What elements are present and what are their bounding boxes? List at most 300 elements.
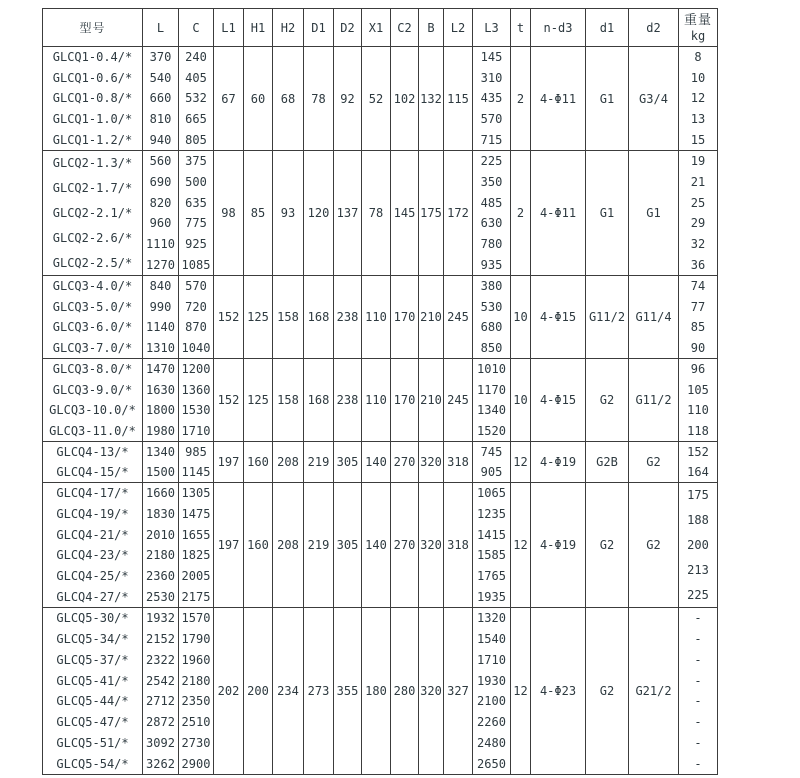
cell-line: GLCQ5-54/* bbox=[56, 756, 129, 771]
cell-line: 132 bbox=[420, 91, 442, 106]
cell-line: 19 bbox=[690, 154, 706, 169]
cell-line: 234 bbox=[277, 684, 299, 698]
cell-line: 105 bbox=[687, 382, 709, 397]
cell-X1 bbox=[362, 151, 391, 276]
cell-line: 168 bbox=[307, 310, 330, 324]
cell-line: 4-Φ11 bbox=[539, 206, 577, 220]
cell-H1 bbox=[244, 47, 273, 151]
cell-line: 273 bbox=[307, 684, 330, 698]
cell-line: GLCQ1-1.2/* bbox=[52, 132, 133, 147]
cell-line: 4-Φ19 bbox=[539, 455, 577, 469]
col-header-D1: D1 bbox=[304, 9, 334, 47]
cell-line: 1360 bbox=[181, 382, 211, 397]
cell-line: GLCQ5-51/* bbox=[56, 735, 129, 750]
cell-line: 1800 bbox=[146, 403, 175, 418]
cell-line: 2360 bbox=[146, 568, 175, 583]
cell-L1 bbox=[214, 483, 244, 608]
cell-line: 1540 bbox=[477, 632, 506, 647]
spec-table-container bbox=[42, 8, 718, 775]
cell-line: 665 bbox=[185, 112, 207, 127]
cell-line: 355 bbox=[336, 684, 359, 698]
cell-line: 52 bbox=[368, 91, 384, 106]
cell-line: GLCQ3-8.0/* bbox=[52, 362, 133, 377]
col-header-d2: d2 bbox=[629, 9, 679, 47]
cell-line: 197 bbox=[217, 538, 240, 552]
cell-line: 1500 bbox=[146, 465, 175, 479]
cell-B bbox=[419, 276, 444, 359]
cell-nd3 bbox=[531, 47, 586, 151]
cell-line: 1520 bbox=[477, 423, 506, 438]
cell-line: 1630 bbox=[146, 382, 175, 397]
table-group-row bbox=[43, 151, 718, 276]
cell-H2 bbox=[273, 276, 304, 359]
cell-C bbox=[179, 359, 214, 442]
col-header-L2: L2 bbox=[444, 9, 473, 47]
cell-line: 152 bbox=[687, 445, 709, 459]
cell-line: GLCQ4-13/* bbox=[56, 445, 129, 459]
cell-line: 1660 bbox=[146, 486, 175, 501]
cell-line: GLCQ2-2.1/* bbox=[52, 205, 133, 220]
cell-line: GLCQ2-2.5/* bbox=[52, 255, 133, 270]
cell-line: G2B bbox=[596, 455, 618, 469]
cell-H2 bbox=[273, 47, 304, 151]
cell-line: 805 bbox=[185, 132, 207, 147]
cell-L bbox=[143, 608, 179, 775]
col-header-C: C bbox=[179, 9, 214, 47]
cell-D1 bbox=[304, 483, 334, 608]
cell-line: 140 bbox=[365, 455, 387, 469]
cell-line: 110 bbox=[365, 310, 387, 324]
cell-line: 137 bbox=[336, 206, 359, 220]
cell-model bbox=[43, 151, 143, 276]
cell-t bbox=[511, 608, 531, 775]
cell-line: - bbox=[694, 694, 702, 709]
cell-d1 bbox=[586, 359, 629, 442]
cell-line: G1 bbox=[599, 91, 615, 106]
cell-line: 175 bbox=[687, 488, 709, 503]
col-header-model: 型号 bbox=[43, 9, 143, 47]
cell-line: 2152 bbox=[146, 632, 175, 647]
cell-L2 bbox=[444, 483, 473, 608]
cell-line: 540 bbox=[149, 70, 172, 85]
cell-line: 145 bbox=[393, 206, 416, 220]
col-header-L: L bbox=[143, 9, 179, 47]
table-group-row bbox=[43, 276, 718, 359]
cell-line: GLCQ4-15/* bbox=[56, 465, 129, 479]
cell-model bbox=[43, 483, 143, 608]
cell-nd3 bbox=[531, 359, 586, 442]
cell-line: 375 bbox=[185, 154, 207, 169]
cell-line: 1585 bbox=[477, 548, 506, 563]
cell-D2 bbox=[334, 276, 362, 359]
cell-L3 bbox=[473, 359, 511, 442]
cell-line: GLCQ4-21/* bbox=[56, 527, 129, 542]
cell-line: 208 bbox=[277, 538, 299, 552]
cell-line: 2542 bbox=[146, 673, 175, 688]
cell-line: 1235 bbox=[477, 506, 506, 521]
cell-line: 905 bbox=[480, 465, 503, 479]
cell-B bbox=[419, 608, 444, 775]
cell-H1 bbox=[244, 608, 273, 775]
cell-line: 570 bbox=[185, 279, 207, 294]
cell-line: 4-Φ15 bbox=[539, 393, 577, 407]
cell-line: 12 bbox=[513, 455, 528, 469]
cell-line: 125 bbox=[247, 393, 269, 407]
cell-line: 560 bbox=[149, 154, 172, 169]
table-group-row bbox=[43, 359, 718, 442]
cell-line: 1270 bbox=[146, 257, 175, 272]
cell-C bbox=[179, 276, 214, 359]
cell-line: 77 bbox=[690, 299, 706, 314]
cell-t bbox=[511, 151, 531, 276]
col-header-H2: H2 bbox=[273, 9, 304, 47]
cell-line: 1065 bbox=[477, 486, 506, 501]
cell-L2 bbox=[444, 442, 473, 483]
cell-line: 840 bbox=[149, 279, 172, 294]
cell-line: 1830 bbox=[146, 506, 175, 521]
cell-line: 2260 bbox=[477, 715, 506, 730]
cell-line: 200 bbox=[687, 537, 709, 552]
cell-d1 bbox=[586, 276, 629, 359]
cell-line: 405 bbox=[185, 70, 207, 85]
cell-L1 bbox=[214, 276, 244, 359]
cell-line: 170 bbox=[393, 393, 416, 407]
cell-C2 bbox=[391, 483, 419, 608]
table-group-row bbox=[43, 608, 718, 775]
spec-table-body bbox=[43, 47, 718, 775]
cell-line: 1960 bbox=[181, 652, 211, 667]
cell-line: 219 bbox=[307, 538, 330, 552]
cell-L bbox=[143, 483, 179, 608]
cell-line: 12 bbox=[513, 538, 528, 552]
cell-L3 bbox=[473, 442, 511, 483]
cell-line: GLCQ5-37/* bbox=[56, 652, 129, 667]
cell-line: GLCQ4-19/* bbox=[56, 506, 129, 521]
cell-line: GLCQ3-5.0/* bbox=[52, 299, 133, 314]
cell-line: 1470 bbox=[146, 362, 175, 377]
cell-line: 810 bbox=[149, 112, 172, 127]
cell-L bbox=[143, 151, 179, 276]
cell-line: 13 bbox=[690, 112, 706, 127]
cell-X1 bbox=[362, 359, 391, 442]
cell-line: 270 bbox=[393, 538, 416, 552]
cell-line: 168 bbox=[307, 393, 330, 407]
cell-line: 225 bbox=[480, 154, 503, 169]
cell-d2 bbox=[629, 483, 679, 608]
cell-L bbox=[143, 47, 179, 151]
cell-line: 238 bbox=[336, 310, 359, 324]
cell-line: 245 bbox=[447, 310, 469, 324]
cell-line: 1710 bbox=[181, 423, 211, 438]
col-header-D2: D2 bbox=[334, 9, 362, 47]
cell-line: 93 bbox=[280, 206, 296, 220]
cell-line: - bbox=[694, 611, 702, 626]
cell-line: 4-Φ23 bbox=[539, 684, 577, 698]
cell-D2 bbox=[334, 359, 362, 442]
cell-H1 bbox=[244, 276, 273, 359]
col-header-B: B bbox=[419, 9, 444, 47]
cell-D2 bbox=[334, 442, 362, 483]
cell-line: GLCQ4-25/* bbox=[56, 568, 129, 583]
cell-line: G1 bbox=[599, 206, 615, 220]
cell-line: GLCQ2-2.6/* bbox=[52, 230, 133, 245]
cell-line: 120 bbox=[307, 206, 330, 220]
cell-line: 202 bbox=[217, 684, 240, 698]
cell-B bbox=[419, 151, 444, 276]
cell-model bbox=[43, 442, 143, 483]
cell-line: 280 bbox=[393, 684, 416, 698]
table-group-row bbox=[43, 442, 718, 483]
cell-line: 1010 bbox=[477, 362, 506, 377]
cell-line: GLCQ2-1.7/* bbox=[52, 181, 133, 196]
cell-weight bbox=[679, 359, 718, 442]
cell-line: 2872 bbox=[146, 715, 175, 730]
cell-line: GLCQ3-4.0/* bbox=[52, 279, 133, 294]
cell-line: GLCQ5-47/* bbox=[56, 715, 129, 730]
weight-unit-label: kg bbox=[690, 28, 706, 43]
cell-line: 1145 bbox=[181, 465, 211, 479]
cell-line: 175 bbox=[420, 206, 442, 220]
cell-d2 bbox=[629, 359, 679, 442]
cell-line: 270 bbox=[393, 455, 416, 469]
cell-line: 305 bbox=[336, 455, 359, 469]
cell-line: 158 bbox=[277, 310, 299, 324]
cell-line: 1475 bbox=[181, 506, 211, 521]
cell-line: 160 bbox=[247, 538, 269, 552]
cell-L2 bbox=[444, 359, 473, 442]
cell-line: 85 bbox=[250, 206, 266, 220]
cell-line: 318 bbox=[447, 538, 469, 552]
cell-L2 bbox=[444, 47, 473, 151]
cell-line: 1930 bbox=[477, 673, 506, 688]
cell-line: GLCQ3-6.0/* bbox=[52, 320, 133, 335]
cell-line: GLCQ1-0.8/* bbox=[52, 91, 133, 106]
col-header-L3: L3 bbox=[473, 9, 511, 47]
cell-d1 bbox=[586, 608, 629, 775]
cell-line: 85 bbox=[690, 320, 706, 335]
cell-D1 bbox=[304, 608, 334, 775]
cell-line: 10 bbox=[513, 310, 528, 324]
cell-d1 bbox=[586, 151, 629, 276]
cell-d1 bbox=[586, 442, 629, 483]
cell-line: 327 bbox=[447, 684, 469, 698]
cell-B bbox=[419, 47, 444, 151]
cell-line: 435 bbox=[480, 91, 503, 106]
cell-line: 96 bbox=[690, 362, 706, 377]
cell-L bbox=[143, 359, 179, 442]
cell-d2 bbox=[629, 151, 679, 276]
cell-line: 210 bbox=[420, 310, 442, 324]
cell-line: GLCQ3-11.0/* bbox=[49, 423, 136, 438]
cell-line: 2510 bbox=[181, 715, 211, 730]
cell-line: 350 bbox=[480, 174, 503, 189]
cell-line: G2 bbox=[599, 684, 615, 698]
cell-L3 bbox=[473, 47, 511, 151]
cell-line: 1085 bbox=[181, 257, 211, 272]
cell-L2 bbox=[444, 151, 473, 276]
cell-d2 bbox=[629, 47, 679, 151]
cell-line: 935 bbox=[480, 257, 503, 272]
cell-line: 850 bbox=[480, 340, 503, 355]
cell-line: 152 bbox=[217, 393, 240, 407]
cell-line: 115 bbox=[447, 91, 469, 106]
cell-nd3 bbox=[531, 483, 586, 608]
cell-line: 960 bbox=[149, 216, 172, 231]
cell-d1 bbox=[586, 47, 629, 151]
cell-line: 1040 bbox=[181, 340, 211, 355]
cell-line: 2175 bbox=[181, 589, 211, 604]
cell-d2 bbox=[629, 608, 679, 775]
cell-B bbox=[419, 359, 444, 442]
cell-C bbox=[179, 442, 214, 483]
cell-line: - bbox=[694, 756, 702, 771]
cell-L1 bbox=[214, 151, 244, 276]
cell-H1 bbox=[244, 359, 273, 442]
cell-L bbox=[143, 442, 179, 483]
cell-line: G2 bbox=[599, 538, 615, 552]
cell-line: 1305 bbox=[181, 486, 211, 501]
cell-line: 530 bbox=[480, 299, 503, 314]
cell-line: GLCQ4-27/* bbox=[56, 589, 129, 604]
cell-C bbox=[179, 483, 214, 608]
cell-d2 bbox=[629, 276, 679, 359]
cell-line: 60 bbox=[250, 91, 266, 106]
cell-X1 bbox=[362, 47, 391, 151]
cell-line: 1340 bbox=[146, 445, 175, 459]
cell-line: 12 bbox=[690, 91, 706, 106]
cell-line: 2180 bbox=[181, 673, 211, 688]
cell-X1 bbox=[362, 608, 391, 775]
cell-H2 bbox=[273, 483, 304, 608]
cell-line: 1765 bbox=[477, 568, 506, 583]
cell-line: GLCQ5-44/* bbox=[56, 694, 129, 709]
cell-line: 680 bbox=[480, 320, 503, 335]
cell-nd3 bbox=[531, 608, 586, 775]
cell-t bbox=[511, 442, 531, 483]
cell-X1 bbox=[362, 276, 391, 359]
cell-line: 320 bbox=[420, 455, 442, 469]
cell-model bbox=[43, 608, 143, 775]
cell-line: 1935 bbox=[477, 589, 506, 604]
cell-line: 2900 bbox=[181, 756, 211, 771]
cell-C2 bbox=[391, 151, 419, 276]
cell-line: 1310 bbox=[146, 340, 175, 355]
cell-line: 2480 bbox=[477, 735, 506, 750]
cell-line: 10 bbox=[513, 393, 528, 407]
cell-line: 985 bbox=[185, 445, 207, 459]
cell-line: 219 bbox=[307, 455, 330, 469]
cell-line: 745 bbox=[480, 445, 503, 459]
cell-H1 bbox=[244, 442, 273, 483]
col-header-H1: H1 bbox=[244, 9, 273, 47]
cell-line: - bbox=[694, 652, 702, 667]
cell-line: GLCQ4-17/* bbox=[56, 486, 129, 501]
cell-line: G11/2 bbox=[635, 393, 672, 407]
cell-line: 1825 bbox=[181, 548, 211, 563]
cell-D1 bbox=[304, 359, 334, 442]
table-group-row bbox=[43, 47, 718, 151]
cell-L3 bbox=[473, 151, 511, 276]
cell-line: 238 bbox=[336, 393, 359, 407]
cell-line: 213 bbox=[687, 562, 709, 577]
cell-line: 197 bbox=[217, 455, 240, 469]
cell-line: 208 bbox=[277, 455, 299, 469]
cell-weight bbox=[679, 442, 718, 483]
cell-L1 bbox=[214, 608, 244, 775]
cell-C bbox=[179, 47, 214, 151]
cell-line: 630 bbox=[480, 216, 503, 231]
cell-nd3 bbox=[531, 442, 586, 483]
col-header-C2: C2 bbox=[391, 9, 419, 47]
cell-D1 bbox=[304, 47, 334, 151]
cell-line: G1 bbox=[646, 206, 661, 220]
cell-line: 2 bbox=[516, 91, 525, 106]
cell-line: GLCQ1-0.4/* bbox=[52, 50, 133, 65]
cell-line: 172 bbox=[447, 206, 469, 220]
cell-line: 225 bbox=[687, 587, 709, 602]
cell-B bbox=[419, 483, 444, 608]
cell-line: - bbox=[694, 673, 702, 688]
cell-H1 bbox=[244, 483, 273, 608]
cell-H2 bbox=[273, 608, 304, 775]
cell-line: 245 bbox=[447, 393, 469, 407]
cell-line: 12 bbox=[513, 684, 528, 698]
cell-line: 2005 bbox=[181, 568, 211, 583]
cell-weight bbox=[679, 276, 718, 359]
cell-line: 2712 bbox=[146, 694, 175, 709]
cell-t bbox=[511, 483, 531, 608]
cell-H2 bbox=[273, 442, 304, 483]
cell-X1 bbox=[362, 442, 391, 483]
cell-line: 158 bbox=[277, 393, 299, 407]
cell-D2 bbox=[334, 608, 362, 775]
col-header-weight bbox=[679, 9, 718, 47]
col-header-L1: L1 bbox=[214, 9, 244, 47]
cell-line: 305 bbox=[336, 538, 359, 552]
cell-L1 bbox=[214, 359, 244, 442]
cell-line: 370 bbox=[149, 50, 172, 65]
cell-line: 1710 bbox=[477, 652, 506, 667]
cell-line: 180 bbox=[365, 684, 387, 698]
cell-line: 98 bbox=[221, 206, 236, 220]
cell-line: 78 bbox=[311, 91, 326, 106]
cell-line: 380 bbox=[480, 279, 503, 294]
cell-line: 925 bbox=[185, 236, 207, 251]
cell-H2 bbox=[273, 151, 304, 276]
cell-line: 635 bbox=[185, 195, 207, 210]
cell-line: GLCQ5-41/* bbox=[56, 673, 129, 688]
cell-line: G11/2 bbox=[588, 310, 626, 324]
cell-d2 bbox=[629, 442, 679, 483]
cell-line: 32 bbox=[690, 236, 706, 251]
cell-weight bbox=[679, 608, 718, 775]
cell-weight bbox=[679, 483, 718, 608]
cell-line: G21/2 bbox=[635, 684, 672, 698]
cell-line: 74 bbox=[690, 279, 706, 294]
cell-L2 bbox=[444, 276, 473, 359]
cell-line: 78 bbox=[368, 206, 384, 220]
cell-model bbox=[43, 276, 143, 359]
cell-line: 3092 bbox=[146, 735, 175, 750]
cell-line: 164 bbox=[687, 465, 709, 479]
cell-line: 4-Φ15 bbox=[539, 310, 577, 324]
cell-line: 67 bbox=[221, 91, 236, 106]
cell-line: 170 bbox=[393, 310, 416, 324]
cell-weight bbox=[679, 47, 718, 151]
cell-nd3 bbox=[531, 151, 586, 276]
cell-line: 1110 bbox=[146, 236, 175, 251]
cell-t bbox=[511, 47, 531, 151]
